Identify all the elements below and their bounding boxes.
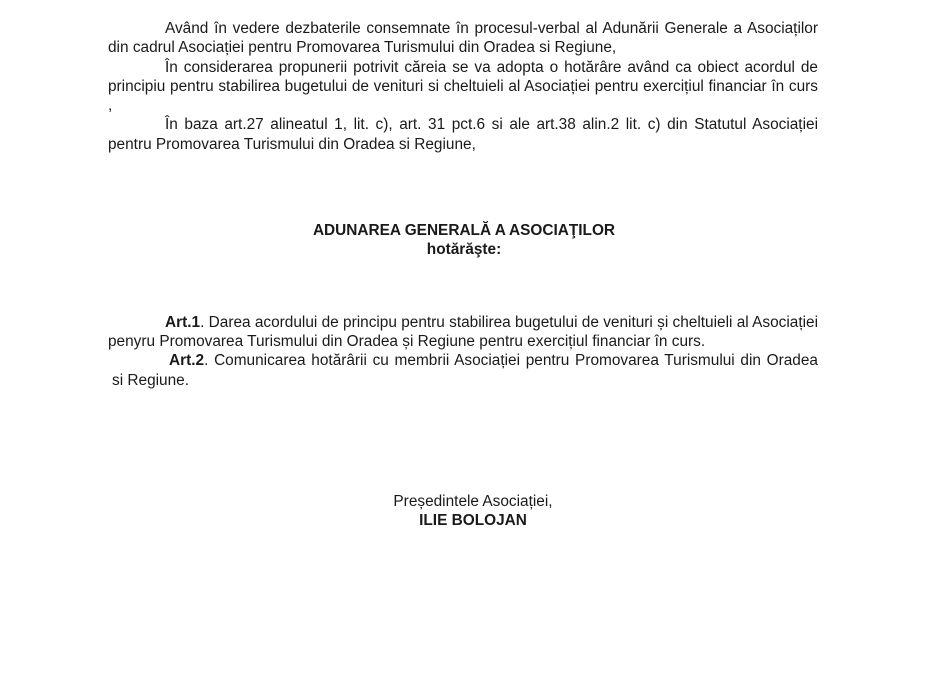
article-2 bbox=[108, 351, 818, 390]
signatory-name: ILIE BOLOJAN bbox=[419, 512, 527, 530]
article-2-text: Comunicarea hotărârii cu membrii Asociației pentru Promovarea Turismului din Oradea si Regiune. bbox=[112, 352, 818, 389]
preamble bbox=[108, 19, 818, 154]
article-2-label: Art.2 bbox=[169, 352, 205, 370]
decides-label: hotărăşte: bbox=[426, 241, 502, 259]
article-1-label: Art.1 bbox=[165, 313, 201, 331]
resolution-heading bbox=[108, 221, 818, 260]
article-1 bbox=[108, 313, 818, 352]
preamble-paragraph-3: În baza art.27 alineatul 1, lit. c), art. 31 pct.6 si ale art.38 alin.2 lit. c) din Statutul Asociației pentru Promovarea Turismului din Oradea si Regiune, bbox=[108, 116, 818, 153]
article-2-separator: . bbox=[204, 352, 215, 370]
signatory-title: Președintele Asociației, bbox=[393, 492, 553, 510]
signature-block bbox=[108, 492, 818, 531]
assembly-title: ADUNAREA GENERALĂ A ASOCIAŢILOR bbox=[312, 222, 616, 240]
document-page bbox=[108, 19, 818, 530]
preamble-paragraph-2: În considerarea propunerii potrivit căreia se va adopta o hotărâre având ca obiect acordul de principiu pentru stabilirea bugetului de venituri si cheltuieli al Asociației pentru exercițiul financiar în curs , bbox=[108, 58, 818, 115]
article-1-text: Darea acordului de principu pentru stabilirea bugetului de venituri și cheltuieli al Asociației penyru Promovarea Turismului din Oradea și Regiune pentru exercițiul financiar în curs. bbox=[108, 313, 818, 350]
preamble-paragraph-1: Având în vedere dezbaterile consemnate în procesul-verbal al Adunării Generale a Asociaților din cadrul Asociației pentru Promovarea Turismului din Oradea si Regiune, bbox=[108, 20, 818, 57]
articles bbox=[108, 313, 818, 390]
article-1-separator: . bbox=[200, 313, 209, 331]
